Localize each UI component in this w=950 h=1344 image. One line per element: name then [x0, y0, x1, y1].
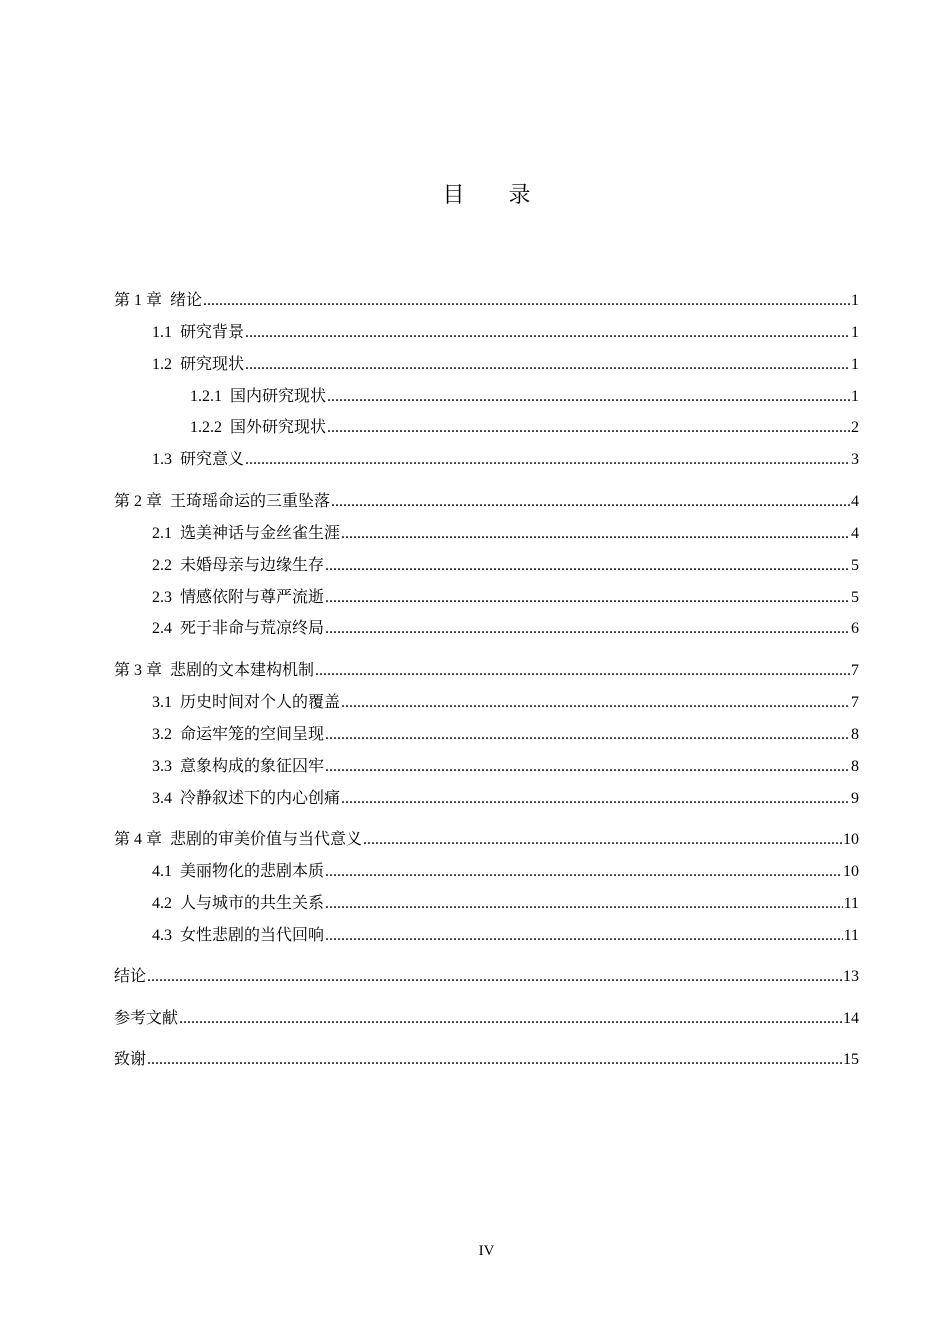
toc-entry-number: 第 1 章: [114, 292, 163, 309]
toc-dot-leader: [341, 787, 850, 811]
toc-entry-title: 历史时间对个人的覆盖: [180, 692, 341, 711]
toc-entry-title: 国外研究现状: [230, 417, 327, 436]
toc-entry[interactable]: [152, 521, 859, 545]
toc-entry[interactable]: [152, 690, 859, 714]
toc-dot-leader: [341, 691, 850, 715]
toc-entry[interactable]: [152, 859, 859, 883]
toc-entry[interactable]: [114, 964, 859, 988]
toc-dot-leader: [341, 522, 850, 546]
toc-entry-title: 王琦瑶命运的三重坠落: [170, 491, 331, 510]
toc-entry[interactable]: [152, 891, 859, 915]
toc-entry-title: 意象构成的象征囚牢: [180, 756, 325, 775]
toc-dot-leader: [325, 617, 850, 641]
toc-entry-page: 4: [851, 493, 859, 510]
toc-entry-title: 命运牢笼的空间呈现: [180, 724, 325, 743]
toc-entry-page: 6: [851, 620, 859, 637]
toc-entry-title: 情感依附与尊严流逝: [180, 587, 325, 606]
toc-entry-page: 11: [843, 927, 859, 944]
toc-entry-title: 女性悲剧的当代回响: [180, 925, 325, 944]
toc-entry[interactable]: [190, 415, 859, 439]
toc-dot-leader: [327, 416, 850, 440]
toc-entry-number: 4.2: [152, 895, 172, 912]
toc-entry[interactable]: [152, 786, 859, 810]
toc-entry-page: 1: [851, 388, 859, 405]
toc-dot-leader: [363, 828, 842, 852]
toc-entry-number: 1.2.2: [190, 419, 222, 436]
toc-entry[interactable]: [152, 585, 859, 609]
toc-entry-page: 8: [851, 758, 859, 775]
toc-dot-leader: [245, 448, 850, 472]
toc-entry-page: 9: [851, 790, 859, 807]
toc-dot-leader: [147, 1048, 842, 1072]
toc-entry-number: 1.2.1: [190, 388, 222, 405]
toc-entry-number: 1.2: [152, 356, 172, 373]
toc-entry-number: 1.3: [152, 451, 172, 468]
toc-entry[interactable]: [114, 827, 859, 851]
toc-entry-page: 1: [851, 324, 859, 341]
toc-entry-number: 3.4: [152, 790, 172, 807]
toc-dot-leader: [325, 924, 843, 948]
toc-entry[interactable]: [114, 1006, 859, 1030]
toc-entry-title: 选美神话与金丝雀生涯: [180, 523, 341, 542]
toc-dot-leader: [331, 490, 850, 514]
toc-entry-page: 11: [843, 895, 859, 912]
toc-entry-page: 3: [851, 451, 859, 468]
toc-dot-leader: [325, 554, 850, 578]
toc-entry-title: 国内研究现状: [230, 386, 327, 405]
toc-entry-number: 2.3: [152, 589, 172, 606]
toc-entry-page: 14: [843, 1010, 859, 1027]
toc-entry-number: 1.1: [152, 324, 172, 341]
toc-entry-title: 悲剧的文本建构机制: [170, 660, 315, 679]
toc-dot-leader: [325, 586, 850, 610]
toc-entry-page: 1: [851, 356, 859, 373]
toc-dot-leader: [245, 353, 850, 377]
toc-entry-number: 2.2: [152, 557, 172, 574]
toc-entry-number: 第 4 章: [114, 831, 163, 848]
toc-entry[interactable]: [152, 754, 859, 778]
toc-dot-leader: [203, 289, 850, 313]
toc-entry-title: 参考文献: [114, 1008, 179, 1027]
toc-entry-number: 2.4: [152, 620, 172, 637]
toc-dot-leader: [325, 892, 843, 916]
toc-entry[interactable]: [152, 447, 859, 471]
toc-dot-leader: [245, 321, 850, 345]
toc-entry-number: 4.3: [152, 927, 172, 944]
toc-entry-title: 研究现状: [180, 354, 245, 373]
toc-entry-number: 4.1: [152, 863, 172, 880]
toc-entry[interactable]: [152, 616, 859, 640]
page-title: 目 录: [442, 183, 531, 208]
toc-entry-title: 结论: [114, 966, 147, 985]
toc-entry-page: 7: [851, 662, 859, 679]
toc-entry-page: 10: [843, 831, 859, 848]
toc-dot-leader: [325, 860, 842, 884]
toc-entry-page: 2: [851, 419, 859, 436]
toc-dot-leader: [325, 723, 850, 747]
toc-entry-title: 未婚母亲与边缘生存: [180, 555, 325, 574]
toc-dot-leader: [325, 755, 850, 779]
toc-entry-page: 5: [851, 589, 859, 606]
toc-entry-title: 研究意义: [180, 449, 245, 468]
toc-dot-leader: [179, 1007, 842, 1031]
toc-entry-title: 绪论: [170, 290, 203, 309]
toc-entry-page: 4: [851, 525, 859, 542]
toc-entry[interactable]: [152, 320, 859, 344]
toc-entry[interactable]: [152, 722, 859, 746]
toc-entry[interactable]: [152, 923, 859, 947]
toc-entry-number: 第 3 章: [114, 662, 163, 679]
toc-entry-title: 研究背景: [180, 322, 245, 341]
page-number: IV: [478, 1243, 495, 1259]
toc-entry-title: 美丽物化的悲剧本质: [180, 861, 325, 880]
toc-dot-leader: [327, 385, 850, 409]
toc-entry-page: 1: [851, 292, 859, 309]
toc-entry-page: 7: [851, 694, 859, 711]
toc-entry-title: 悲剧的审美价值与当代意义: [170, 829, 363, 848]
toc-entry[interactable]: [152, 352, 859, 376]
toc-entry[interactable]: [114, 489, 859, 513]
toc-entry-title: 冷静叙述下的内心创痛: [180, 788, 341, 807]
toc-entry[interactable]: [114, 1047, 859, 1071]
toc-entry[interactable]: [152, 553, 859, 577]
toc-entry-number: 第 2 章: [114, 493, 163, 510]
toc-entry-number: 3.3: [152, 758, 172, 775]
toc-entry-page: 8: [851, 726, 859, 743]
toc-entry[interactable]: [190, 384, 859, 408]
toc-entry-title: 人与城市的共生关系: [180, 893, 325, 912]
toc-entry-page: 5: [851, 557, 859, 574]
toc-entry-number: 3.1: [152, 694, 172, 711]
toc-entry-title: 死于非命与荒凉终局: [180, 618, 325, 637]
toc-entry[interactable]: [114, 658, 859, 682]
toc-entry-page: 10: [843, 863, 859, 880]
toc-entry-page: 13: [843, 968, 859, 985]
toc-entry[interactable]: [114, 288, 859, 312]
toc-entry-number: 3.2: [152, 726, 172, 743]
toc-dot-leader: [147, 965, 842, 989]
toc-dot-leader: [315, 659, 850, 683]
toc-entry-number: 2.1: [152, 525, 172, 542]
toc-entry-page: 15: [843, 1051, 859, 1068]
toc-entry-title: 致谢: [114, 1049, 147, 1068]
